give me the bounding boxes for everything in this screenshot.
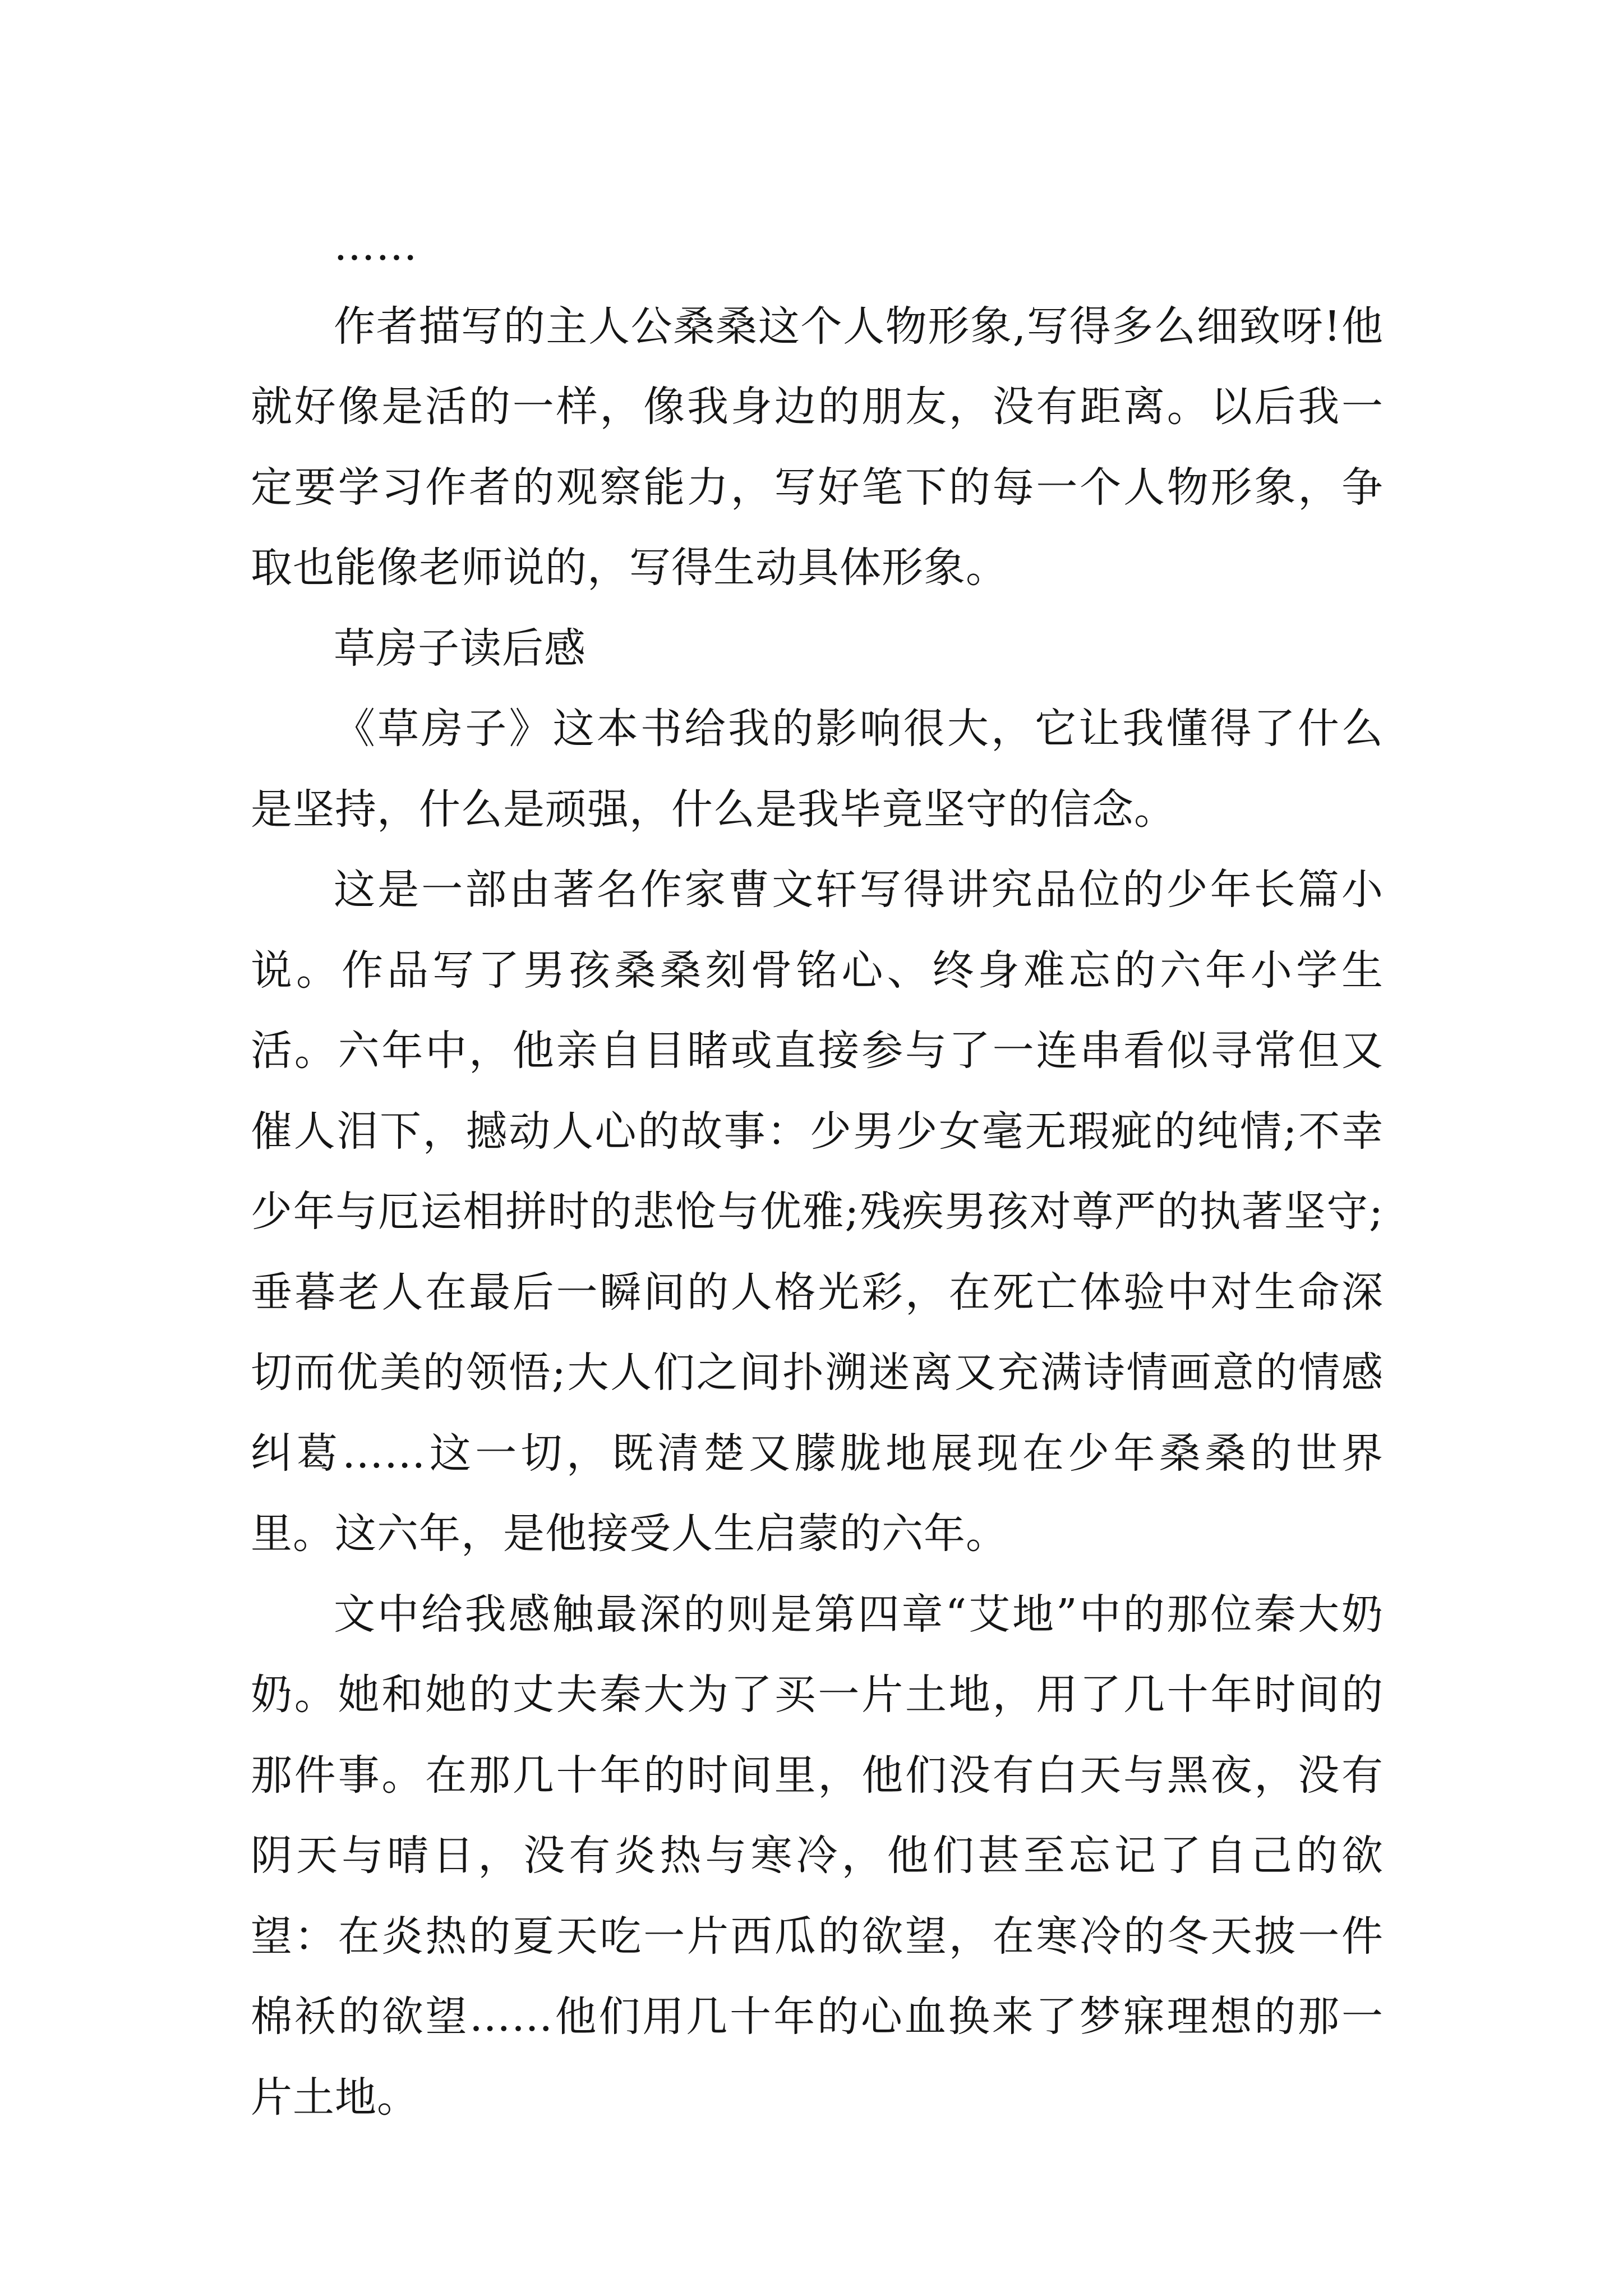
document-body [251,206,1384,2138]
section-title: 草房子读后感 [334,624,586,673]
paragraph-reflection: 作者描写的主人公桑桑这个人物形象,写得多么细致呀!他就好像是活的一样，像我身边的朋友，没有距离。以后我一定要学习作者的观察能力，写好笔下的每一个人物形象，争取也能像老师说的，写得生动具体形象。 [251,302,1384,592]
paragraph-summary: 这是一部由著名作家曹文轩写得讲究品位的少年长篇小说。作品写了男孩桑桑刻骨铭心、终身难忘的六年小学生活。六年中，他亲自目睹或直接参与了一连串看似寻常但又催人泪下，撼动人心的故事：少男少女毫无瑕疵的纯情;不幸少年与厄运相拼时的悲怆与优雅;残疾男孩对尊严的执著坚守;垂暮老人在最后一瞬间的人格光彩，在死亡体验中对生命深切而优美的领悟;大人们之间扑溯迷离又充满诗情画意的情感纠葛……这一切，既清楚又朦胧地展现在少年桑桑的世界里。这六年，是他接受人生启蒙的六年。 [251,866,1384,1558]
paragraph-intro: 《草房子》这本书给我的影响很大，它让我懂得了什么是坚持，什么是顽强，什么是我毕竟坚守的信念。 [251,705,1384,834]
paragraph-qin-grandma: 文中给我感触最深的则是第四章“艾地”中的那位秦大奶奶。她和她的丈夫秦大为了买一片土地，用了几十年时间的那件事。在那几十年的时间里，他们没有白天与黑夜，没有阴天与晴日，没有炎热与寒冷，他们甚至忘记了自己的欲望：在炎热的夏天吃一片西瓜的欲望，在寒冷的冬天披一件棉袄的欲望……他们用几十年的心血换来了梦寐理想的那一片土地。 [251,1590,1384,2122]
ellipsis-line: …… [334,222,418,270]
